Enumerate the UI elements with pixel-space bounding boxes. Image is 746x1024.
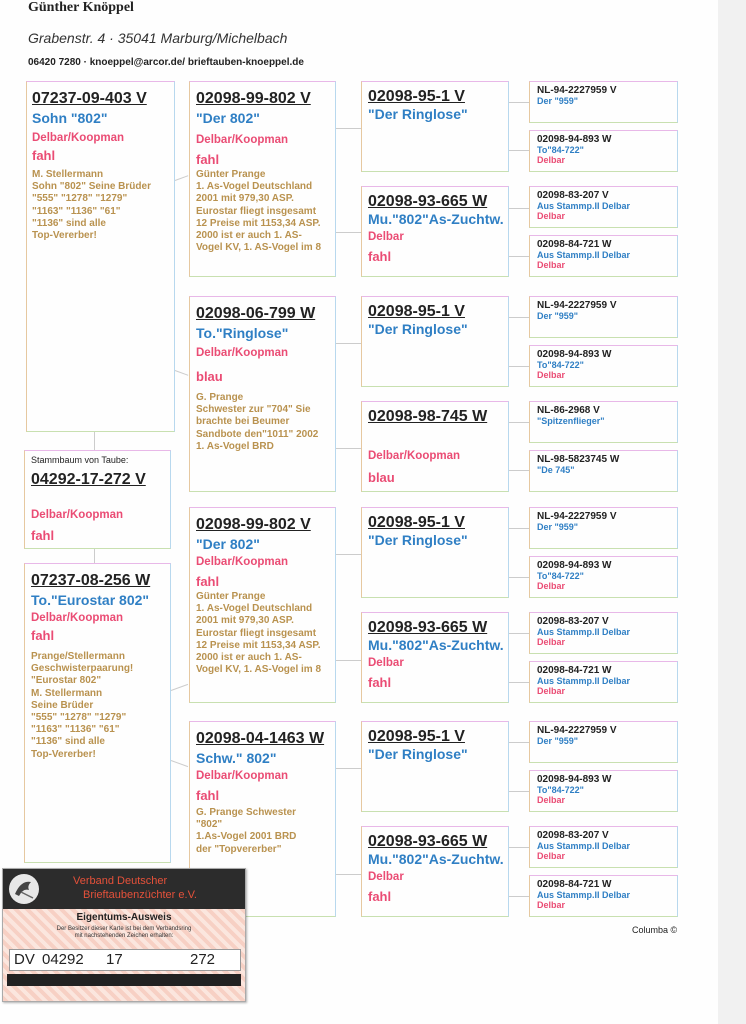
gen3-color: fahl: [368, 889, 392, 904]
gen4-name: To"84-722": [537, 145, 584, 155]
gen4-name: "Spitzenflieger": [537, 416, 605, 426]
gen4-box: [529, 450, 678, 492]
gen3-name: Mu."802"As-Zuchtw.: [368, 211, 504, 227]
gen4-box: [529, 721, 678, 763]
gen2-name: "Der 802": [196, 110, 260, 126]
connector-line: [509, 366, 529, 367]
gen4-ring: 02098-94-893 W: [537, 774, 612, 785]
subject-breed: Delbar/Koopman: [31, 509, 124, 521]
gen3-box: [361, 612, 509, 703]
connector-line: [509, 102, 529, 103]
connector-line: [94, 549, 95, 563]
gen2-notes: Günter Prange 1. As-Vogel Deutschland 2001 mit 979,30 ASP. Eurostar fliegt insgesamt 12 Preise mit 1153,34 ASP. 2000 ist er auch 1. AS- Vogel KV, 1. AS-Vogel im 8: [196, 591, 322, 676]
gen2-box: [189, 296, 336, 492]
gen4-ring: 02098-84-721 W: [537, 879, 612, 890]
gen2-ring: 02098-06-799 W: [196, 305, 316, 322]
gen3-name: Mu."802"As-Zuchtw.: [368, 637, 504, 653]
card-description: Der Besitzer dieser Karte ist bei dem Verbandsring mit nachstehenden Zeichen erhalten:: [56, 926, 192, 939]
sire-color: fahl: [32, 148, 56, 163]
gen3-color: fahl: [368, 675, 392, 690]
subject-ring: 04292-17-272 V: [31, 471, 146, 488]
gen4-box: [529, 507, 678, 549]
gen2-color: fahl: [196, 152, 220, 167]
gen2-name: Schw." 802": [196, 750, 277, 766]
gen3-box: [361, 296, 509, 387]
gen4-breed: Delbar: [537, 686, 566, 696]
connector-line: [336, 128, 361, 129]
owner-name: Günther Knöppel: [28, 0, 134, 15]
gen2-color: fahl: [196, 788, 220, 803]
dam-notes: Prange/Stellermann Geschwisterpaarung! "Eurostar 802" M. Stellermann Seine Brüder "555" "1278" "1279" "1163" "1136" "61" "1136" sind alle Top-Vererber!: [31, 651, 134, 760]
gen3-color: blau: [368, 470, 395, 485]
gen3-box: [361, 826, 509, 917]
gen4-ring: NL-94-2227959 V: [537, 725, 617, 736]
gen4-ring: 02098-84-721 W: [537, 665, 612, 676]
gen3-color: fahl: [368, 249, 392, 264]
gen3-name: "Der Ringlose": [368, 746, 468, 762]
gen4-box: [529, 186, 678, 228]
connector-line: [509, 208, 529, 209]
gen4-box: [529, 296, 678, 338]
connector-line: [94, 432, 95, 450]
gen3-name: "Der Ringlose": [368, 532, 468, 548]
gen3-breed: Delbar: [368, 871, 404, 883]
gen4-ring: NL-86-2968 V: [537, 405, 600, 416]
gen3-ring: 02098-93-665 W: [368, 193, 488, 210]
gen4-breed: Delbar: [537, 795, 566, 805]
gen2-notes: G. Prange Schwester zur "704" Sie brachte bei Beumer Sandbote den"1011" 2002 1. As-Vogel BRD: [196, 392, 319, 452]
gen3-name: "Der Ringlose": [368, 106, 468, 122]
gen4-breed: Delbar: [537, 851, 566, 861]
gen4-box: [529, 235, 678, 277]
software-credit: Columba ©: [632, 925, 678, 935]
connector-line: [509, 742, 529, 743]
scan-margin: [718, 0, 746, 1024]
card-num3: 272: [190, 951, 216, 968]
gen4-box: [529, 130, 678, 172]
gen4-box: [529, 875, 678, 917]
card-org-line1: Verband Deutscher: [73, 875, 168, 887]
gen2-box: [189, 81, 336, 277]
gen4-name: Aus Stammp.II Delbar: [537, 676, 631, 686]
gen4-box: [529, 826, 678, 868]
sire-name: Sohn "802": [32, 110, 108, 126]
gen2-color: blau: [196, 369, 223, 384]
gen3-ring: 02098-95-1 V: [368, 88, 465, 105]
gen4-ring: 02098-94-893 W: [537, 560, 612, 571]
connector-line: [509, 847, 529, 848]
gen3-ring: 02098-98-745 W: [368, 408, 488, 425]
gen4-box: [529, 661, 678, 703]
gen4-ring: 02098-94-893 W: [537, 349, 612, 360]
gen4-name: To"84-722": [537, 360, 584, 370]
gen4-name: Aus Stammp.II Delbar: [537, 201, 631, 211]
gen2-notes: Günter Prange 1. As-Vogel Deutschland 2001 mit 979,30 ASP. Eurostar fliegt insgesamt 12 Preise mit 1153,34 ASP. 2000 ist er auch 1. AS- Vogel KV, 1. AS-Vogel im 8: [196, 169, 322, 254]
dam-color: fahl: [31, 628, 55, 643]
sire-breed: Delbar/Koopman: [32, 132, 125, 144]
connector-line: [509, 317, 529, 318]
connector-line: [509, 682, 529, 683]
sire-box: [26, 81, 175, 432]
gen4-name: Aus Stammp.II Delbar: [537, 627, 631, 637]
gen2-ring: 02098-04-1463 W: [196, 730, 325, 747]
connector-line: [509, 150, 529, 151]
gen4-box: [529, 401, 678, 443]
card-ring-number: [9, 949, 241, 971]
gen3-ring: 02098-95-1 V: [368, 728, 465, 745]
card-org-line2: Brieftaubenzüchter e.V.: [83, 889, 197, 901]
dam-ring: 07237-08-256 W: [31, 572, 151, 589]
connector-line: [336, 660, 361, 661]
card-header: [3, 869, 245, 909]
connector-line: [509, 256, 529, 257]
sire-notes: M. Stellermann Sohn "802" Seine Brüder "555" "1278" "1279" "1163" "1136" "61" "1136" sind alle Top-Vererber!: [32, 169, 151, 242]
connector-line: [509, 791, 529, 792]
gen3-ring: 02098-95-1 V: [368, 514, 465, 531]
connector-line: [336, 232, 361, 233]
gen4-box: [529, 556, 678, 598]
gen3-ring: 02098-93-665 W: [368, 619, 488, 636]
gen3-box: [361, 401, 509, 492]
owner-address: Grabenstr. 4 · 35041 Marburg/Michelbach: [28, 30, 288, 46]
gen2-notes: G. Prange Schwester "802" 1.As-Vogel 2001 BRD der "Topvererber": [196, 807, 297, 855]
gen3-breed: Delbar: [368, 657, 404, 669]
gen2-name: To."Ringlose": [196, 325, 289, 341]
subject-box: [24, 450, 171, 549]
gen4-name: To"84-722": [537, 785, 584, 795]
gen3-breed: Delbar/Koopman: [368, 450, 461, 462]
gen4-name: Der "959": [537, 522, 579, 532]
gen4-ring: 02098-83-207 V: [537, 830, 609, 841]
gen4-name: Der "959": [537, 736, 579, 746]
gen3-box: [361, 81, 509, 172]
dam-box: [24, 563, 171, 863]
gen3-box: [361, 507, 509, 598]
connector-line: [509, 896, 529, 897]
gen4-breed: Delbar: [537, 900, 566, 910]
gen2-ring: 02098-99-802 V: [196, 90, 311, 107]
gen4-ring: NL-94-2227959 V: [537, 300, 617, 311]
gen3-breed: Delbar: [368, 231, 404, 243]
gen4-breed: Delbar: [537, 155, 566, 165]
gen2-breed: Delbar/Koopman: [196, 770, 289, 782]
card-num2: 17: [106, 951, 123, 968]
ownership-card: [2, 868, 246, 1002]
subject-label: Stammbaum von Taube:: [31, 455, 129, 465]
gen4-ring: NL-94-2227959 V: [537, 85, 617, 96]
connector-line: [336, 768, 361, 769]
gen4-name: Aus Stammp.II Delbar: [537, 890, 631, 900]
gen2-ring: 02098-99-802 V: [196, 516, 311, 533]
gen4-box: [529, 612, 678, 654]
connector-line: [336, 343, 361, 344]
gen4-ring: 02098-83-207 V: [537, 616, 609, 627]
gen3-ring: 02098-93-665 W: [368, 833, 488, 850]
gen3-box: [361, 721, 509, 812]
gen4-ring: NL-98-5823745 W: [537, 454, 620, 465]
card-title: Eigentums-Ausweis: [76, 912, 172, 923]
card-num1: 04292: [42, 951, 84, 968]
gen2-breed: Delbar/Koopman: [196, 134, 289, 146]
gen2-color: fahl: [196, 574, 220, 589]
connector-line: [336, 448, 361, 449]
dam-name: To."Eurostar 802": [31, 592, 150, 608]
gen3-name: Mu."802"As-Zuchtw.: [368, 851, 504, 867]
gen4-ring: 02098-83-207 V: [537, 190, 609, 201]
gen2-box: [189, 507, 336, 703]
gen4-name: Aus Stammp.II Delbar: [537, 841, 631, 851]
gen4-ring: NL-94-2227959 V: [537, 511, 617, 522]
pigeon-logo-icon: [9, 874, 39, 904]
gen4-breed: Delbar: [537, 370, 566, 380]
gen4-breed: Delbar: [537, 211, 566, 221]
connector-line: [509, 422, 529, 423]
connector-line: [509, 470, 529, 471]
gen3-box: [361, 186, 509, 277]
gen4-breed: Delbar: [537, 637, 566, 647]
gen4-breed: Delbar: [537, 260, 566, 270]
connector-line: [336, 874, 361, 875]
gen4-name: Aus Stammp.II Delbar: [537, 250, 631, 260]
gen4-breed: Delbar: [537, 581, 566, 591]
gen4-box: [529, 345, 678, 387]
card-prefix: DV: [14, 951, 35, 968]
gen3-name: "Der Ringlose": [368, 321, 468, 337]
gen4-name: Der "959": [537, 96, 579, 106]
gen4-ring: 02098-94-893 W: [537, 134, 612, 145]
card-footer-band: [7, 974, 241, 986]
gen4-name: "De 745": [537, 465, 575, 475]
gen2-breed: Delbar/Koopman: [196, 556, 289, 568]
subject-color: fahl: [31, 528, 55, 543]
gen2-name: "Der 802": [196, 536, 260, 552]
connector-line: [509, 633, 529, 634]
gen4-name: To"84-722": [537, 571, 584, 581]
sire-ring: 07237-09-403 V: [32, 90, 147, 107]
gen4-name: Der "959": [537, 311, 579, 321]
gen4-ring: 02098-84-721 W: [537, 239, 612, 250]
dam-breed: Delbar/Koopman: [31, 612, 124, 624]
connector-line: [509, 528, 529, 529]
connector-line: [509, 577, 529, 578]
gen4-box: [529, 81, 678, 123]
gen4-box: [529, 770, 678, 812]
gen2-breed: Delbar/Koopman: [196, 347, 289, 359]
owner-contact: 06420 7280 · knoeppel@arcor.de/ brieftauben-knoeppel.de: [28, 57, 304, 68]
gen3-ring: 02098-95-1 V: [368, 303, 465, 320]
connector-line: [336, 554, 361, 555]
